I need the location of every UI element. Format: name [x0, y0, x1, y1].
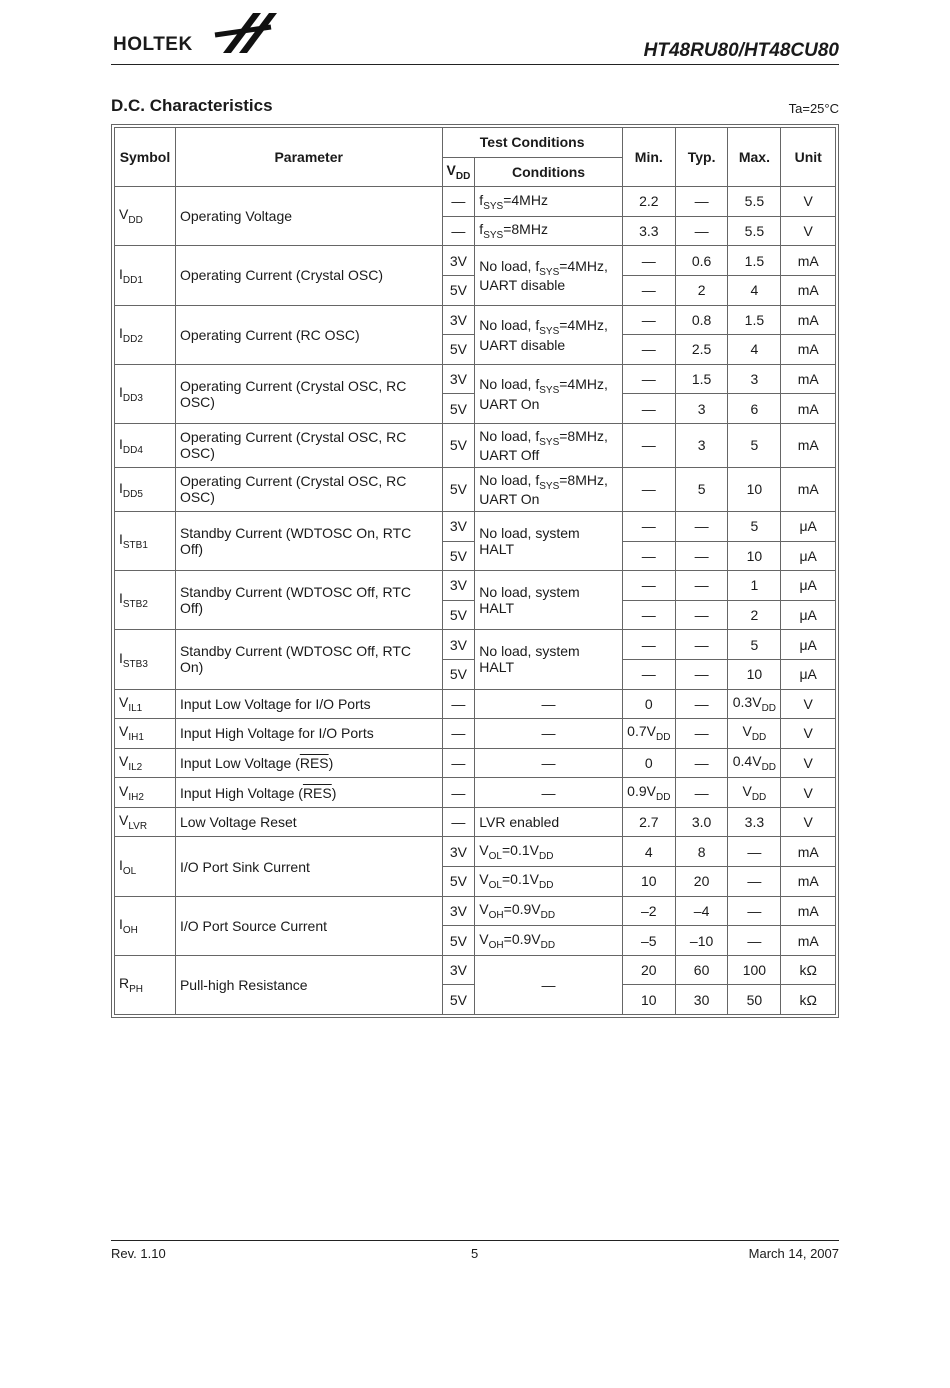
table-row — [115, 423, 836, 467]
symbol-cell: $I_{OH}$ — [115, 896, 176, 955]
symbol-cell: $I_{STB1}$ — [115, 511, 176, 570]
conditions-cell: LVR enabled — [475, 807, 623, 837]
document-title: HT48RU80/HT48CU80 — [643, 40, 839, 61]
typ-cell: 8 — [675, 837, 728, 867]
unit-cell: mA — [781, 394, 836, 424]
revision: Rev. 1.10 — [111, 1246, 166, 1261]
min-cell: 2.7 — [622, 807, 675, 837]
min-cell: — — [622, 467, 675, 511]
vdd-cell: — — [442, 216, 475, 246]
date: March 14, 2007 — [748, 1246, 839, 1261]
conditions-cell: $V_{OH}=0.9V_{DD}$ — [475, 926, 623, 956]
vdd-cell: — — [442, 719, 475, 749]
temperature-note: Ta=25°C — [788, 101, 839, 116]
max-cell: 10 — [728, 659, 781, 689]
max-cell: — — [728, 896, 781, 926]
max-cell: 4 — [728, 335, 781, 365]
conditions-cell: — — [475, 689, 623, 719]
symbol-cell: $I_{DD2}$ — [115, 305, 176, 364]
min-cell: –5 — [622, 926, 675, 956]
unit-cell: mA — [781, 896, 836, 926]
conditions-cell: No load, system HALT — [475, 511, 623, 570]
conditions-cell: No load, $f_{SYS}=4MHz$, UART disable — [475, 305, 623, 364]
parameter-cell: Input High Voltage $(\overline{RES})$ — [175, 778, 442, 808]
symbol-cell: $V_{IH1}$ — [115, 719, 176, 749]
unit-cell: V — [781, 778, 836, 808]
symbol-cell: $I_{STB3}$ — [115, 630, 176, 689]
max-cell: 1.5 — [728, 305, 781, 335]
header-parameter: Parameter — [175, 128, 442, 187]
min-cell: — — [622, 541, 675, 571]
unit-cell: kΩ — [781, 985, 836, 1015]
max-cell: 4 — [728, 275, 781, 305]
min-cell: — — [622, 394, 675, 424]
unit-cell: V — [781, 719, 836, 749]
typ-cell: 3.0 — [675, 807, 728, 837]
typ-cell: –10 — [675, 926, 728, 956]
conditions-cell: No load, system HALT — [475, 571, 623, 630]
typ-cell: — — [675, 659, 728, 689]
typ-cell: 5 — [675, 467, 728, 511]
min-cell: 20 — [622, 955, 675, 985]
max-cell: — — [728, 926, 781, 956]
symbol-cell: $I_{STB2}$ — [115, 571, 176, 630]
max-cell: 5 — [728, 511, 781, 541]
min-cell: 3.3 — [622, 216, 675, 246]
dc-characteristics-table — [111, 124, 839, 1018]
max-cell: — — [728, 867, 781, 897]
typ-cell: — — [675, 600, 728, 630]
conditions-cell: $V_{OL}=0.1V_{DD}$ — [475, 867, 623, 897]
header-test-conditions: Test Conditions — [442, 128, 622, 158]
typ-cell: 20 — [675, 867, 728, 897]
unit-cell: kΩ — [781, 955, 836, 985]
conditions-cell: No load, $f_{SYS}=8MHz$, UART On — [475, 467, 623, 511]
typ-cell: –4 — [675, 896, 728, 926]
typ-cell: 30 — [675, 985, 728, 1015]
unit-cell: mA — [781, 867, 836, 897]
min-cell: — — [622, 630, 675, 660]
section-title: D.C. Characteristics — [111, 96, 273, 115]
parameter-cell: Standby Current (WDTOSC Off, RTC On) — [175, 630, 442, 689]
unit-cell: μA — [781, 541, 836, 571]
vdd-cell: — — [442, 187, 475, 217]
typ-cell: 0.8 — [675, 305, 728, 335]
vdd-cell: 3V — [442, 511, 475, 541]
max-cell: 5 — [728, 630, 781, 660]
typ-cell: 1.5 — [675, 364, 728, 394]
max-cell: 3.3 — [728, 807, 781, 837]
unit-cell: V — [781, 689, 836, 719]
parameter-cell: Operating Current (Crystal OSC) — [175, 246, 442, 305]
unit-cell: mA — [781, 275, 836, 305]
typ-cell: — — [675, 719, 728, 749]
max-cell: 100 — [728, 955, 781, 985]
header-min: Min. — [622, 128, 675, 187]
min-cell: — — [622, 659, 675, 689]
min-cell: — — [622, 275, 675, 305]
page-header — [111, 0, 839, 65]
typ-cell: — — [675, 511, 728, 541]
table-row — [115, 837, 836, 867]
max-cell: 1 — [728, 571, 781, 601]
typ-cell: — — [675, 748, 728, 778]
max-cell: — — [728, 837, 781, 867]
max-cell: $0.3V_{DD}$ — [728, 689, 781, 719]
vdd-cell: 5V — [442, 275, 475, 305]
typ-cell: — — [675, 541, 728, 571]
conditions-cell: $f_{SYS}=4MHz$ — [475, 187, 623, 217]
min-cell: 0 — [622, 748, 675, 778]
symbol-cell: $I_{DD3}$ — [115, 364, 176, 423]
conditions-cell: No load, $f_{SYS}=4MHz$, UART disable — [475, 246, 623, 305]
max-cell: $V_{DD}$ — [728, 778, 781, 808]
symbol-cell: $I_{DD5}$ — [115, 467, 176, 511]
parameter-cell: Operating Voltage — [175, 187, 442, 246]
vdd-cell: 3V — [442, 630, 475, 660]
table-row — [115, 955, 836, 985]
vdd-cell: 3V — [442, 364, 475, 394]
typ-cell: — — [675, 689, 728, 719]
table-row — [115, 719, 836, 749]
typ-cell: — — [675, 216, 728, 246]
vdd-cell: 5V — [442, 335, 475, 365]
typ-cell: 60 — [675, 955, 728, 985]
table-row — [115, 630, 836, 660]
conditions-cell: No load, system HALT — [475, 630, 623, 689]
table-row — [115, 511, 836, 541]
conditions-cell: No load, $f_{SYS}=4MHz$, UART On — [475, 364, 623, 423]
symbol-cell: $V_{IL1}$ — [115, 689, 176, 719]
unit-cell: mA — [781, 423, 836, 467]
symbol-cell: $I_{DD1}$ — [115, 246, 176, 305]
conditions-cell: $V_{OL}=0.1V_{DD}$ — [475, 837, 623, 867]
unit-cell: μA — [781, 511, 836, 541]
header-max: Max. — [728, 128, 781, 187]
vdd-cell: 3V — [442, 837, 475, 867]
max-cell: 10 — [728, 541, 781, 571]
vdd-cell: 3V — [442, 305, 475, 335]
logo-text: HOLTEK — [113, 34, 193, 55]
unit-cell: V — [781, 187, 836, 217]
parameter-cell: Operating Current (RC OSC) — [175, 305, 442, 364]
vdd-cell: 5V — [442, 926, 475, 956]
typ-cell: 0.6 — [675, 246, 728, 276]
min-cell: $0.9V_{DD}$ — [622, 778, 675, 808]
max-cell: 2 — [728, 600, 781, 630]
min-cell: — — [622, 511, 675, 541]
max-cell: 5.5 — [728, 187, 781, 217]
min-cell: — — [622, 335, 675, 365]
page-footer — [111, 1240, 839, 1261]
min-cell: — — [622, 571, 675, 601]
vdd-cell: — — [442, 689, 475, 719]
typ-cell: 2 — [675, 275, 728, 305]
max-cell: 6 — [728, 394, 781, 424]
header-typ: Typ. — [675, 128, 728, 187]
conditions-cell: — — [475, 719, 623, 749]
header-unit: Unit — [781, 128, 836, 187]
vdd-cell: 5V — [442, 423, 475, 467]
vdd-cell: 5V — [442, 867, 475, 897]
vdd-cell: 3V — [442, 955, 475, 985]
unit-cell: μA — [781, 630, 836, 660]
symbol-cell: $V_{IL2}$ — [115, 748, 176, 778]
typ-cell: — — [675, 187, 728, 217]
vdd-cell: 5V — [442, 394, 475, 424]
vdd-cell: 3V — [442, 896, 475, 926]
vdd-cell: 5V — [442, 659, 475, 689]
parameter-cell: Standby Current (WDTOSC Off, RTC Off) — [175, 571, 442, 630]
unit-cell: mA — [781, 837, 836, 867]
min-cell: — — [622, 600, 675, 630]
vdd-cell: — — [442, 807, 475, 837]
table-row — [115, 896, 836, 926]
table-row — [115, 807, 836, 837]
vdd-cell: 5V — [442, 985, 475, 1015]
parameter-cell: Input High Voltage for I/O Ports — [175, 719, 442, 749]
unit-cell: μA — [781, 571, 836, 601]
table-row — [115, 364, 836, 394]
parameter-cell: Input Low Voltage $(\overline{RES})$ — [175, 748, 442, 778]
symbol-cell: $V_{IH2}$ — [115, 778, 176, 808]
min-cell: 10 — [622, 867, 675, 897]
table-row — [115, 571, 836, 601]
parameter-cell: Operating Current (Crystal OSC, RC OSC) — [175, 423, 442, 467]
parameter-cell: Operating Current (Crystal OSC, RC OSC) — [175, 364, 442, 423]
max-cell: 1.5 — [728, 246, 781, 276]
symbol-cell: $I_{DD4}$ — [115, 423, 176, 467]
max-cell: 5.5 — [728, 216, 781, 246]
conditions-cell: — — [475, 748, 623, 778]
table-row — [115, 778, 836, 808]
typ-cell: — — [675, 571, 728, 601]
min-cell: — — [622, 305, 675, 335]
header-symbol: Symbol — [115, 128, 176, 187]
max-cell: 10 — [728, 467, 781, 511]
unit-cell: mA — [781, 364, 836, 394]
symbol-cell: $I_{OL}$ — [115, 837, 176, 896]
vdd-cell: 3V — [442, 246, 475, 276]
typ-cell: 2.5 — [675, 335, 728, 365]
parameter-cell: Pull-high Resistance — [175, 955, 442, 1014]
vdd-cell: 5V — [442, 541, 475, 571]
unit-cell: V — [781, 216, 836, 246]
page-number: 5 — [471, 1246, 479, 1261]
table-row — [115, 246, 836, 276]
parameter-cell: Input Low Voltage for I/O Ports — [175, 689, 442, 719]
max-cell: $V_{DD}$ — [728, 719, 781, 749]
min-cell: — — [622, 364, 675, 394]
parameter-cell: I/O Port Source Current — [175, 896, 442, 955]
min-cell: — — [622, 246, 675, 276]
vdd-cell: — — [442, 778, 475, 808]
min-cell: 0 — [622, 689, 675, 719]
unit-cell: V — [781, 807, 836, 837]
unit-cell: mA — [781, 246, 836, 276]
typ-cell: — — [675, 630, 728, 660]
symbol-cell: $V_{LVR}$ — [115, 807, 176, 837]
max-cell: 50 — [728, 985, 781, 1015]
header-vdd: $V_{DD}$ — [442, 157, 475, 187]
parameter-cell: Operating Current (Crystal OSC, RC OSC) — [175, 467, 442, 511]
unit-cell: μA — [781, 659, 836, 689]
unit-cell: mA — [781, 335, 836, 365]
min-cell: 10 — [622, 985, 675, 1015]
typ-cell: 3 — [675, 423, 728, 467]
table-row — [115, 467, 836, 511]
typ-cell: — — [675, 778, 728, 808]
min-cell: 4 — [622, 837, 675, 867]
unit-cell: mA — [781, 467, 836, 511]
table-row — [115, 187, 836, 217]
typ-cell: 3 — [675, 394, 728, 424]
table-row — [115, 689, 836, 719]
table-row — [115, 748, 836, 778]
min-cell: –2 — [622, 896, 675, 926]
symbol-cell: $V_{DD}$ — [115, 187, 176, 246]
header-conditions: Conditions — [475, 157, 623, 187]
min-cell: 2.2 — [622, 187, 675, 217]
vdd-cell: 5V — [442, 600, 475, 630]
max-cell: 3 — [728, 364, 781, 394]
min-cell: — — [622, 423, 675, 467]
vdd-cell: 3V — [442, 571, 475, 601]
conditions-cell: $f_{SYS}=8MHz$ — [475, 216, 623, 246]
max-cell: $0.4V_{DD}$ — [728, 748, 781, 778]
unit-cell: μA — [781, 600, 836, 630]
symbol-cell: $R_{PH}$ — [115, 955, 176, 1014]
vdd-cell: 5V — [442, 467, 475, 511]
vdd-cell: — — [442, 748, 475, 778]
unit-cell: mA — [781, 926, 836, 956]
max-cell: 5 — [728, 423, 781, 467]
table-row — [115, 305, 836, 335]
unit-cell: mA — [781, 305, 836, 335]
conditions-cell: No load, $f_{SYS}=8MHz$, UART Off — [475, 423, 623, 467]
conditions-cell: $V_{OH}=0.9V_{DD}$ — [475, 896, 623, 926]
parameter-cell: Low Voltage Reset — [175, 807, 442, 837]
unit-cell: V — [781, 748, 836, 778]
conditions-cell: — — [475, 955, 623, 1014]
min-cell: $0.7V_{DD}$ — [622, 719, 675, 749]
parameter-cell: I/O Port Sink Current — [175, 837, 442, 896]
parameter-cell: Standby Current (WDTOSC On, RTC Off) — [175, 511, 442, 570]
conditions-cell: — — [475, 778, 623, 808]
